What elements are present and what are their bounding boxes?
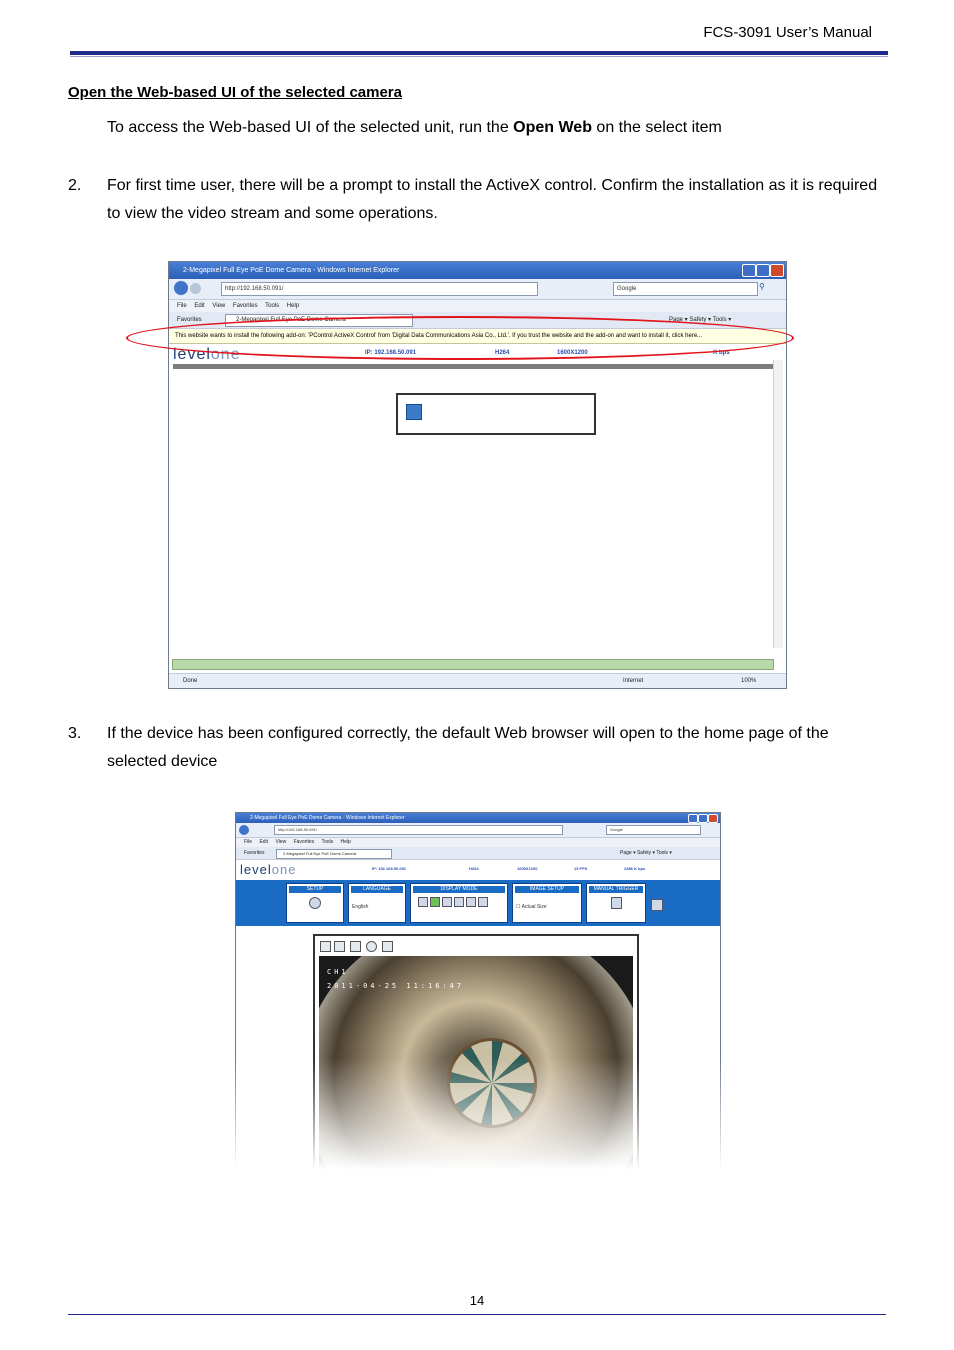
display-mode-label: DISPLAY MODE xyxy=(413,886,505,893)
intro-text-post: on the select item xyxy=(591,119,722,136)
screenshot-fade xyxy=(235,1058,721,1218)
display-mode-panel xyxy=(410,883,508,923)
back-icon[interactable] xyxy=(239,825,249,835)
activex-info-bar[interactable]: This website wants to install the following add-on: 'PControl ActiveX Control' from 'Digital Data Communications Asia Co., Ltd.'. If you trust the website and the add-on and want to install it, click here... xyxy=(169,329,786,344)
browser-tab[interactable]: 2-Megapixel Full Eye PoE Dome Camera xyxy=(225,314,413,327)
close-view-icon[interactable] xyxy=(320,941,331,952)
osd-channel: CH1 xyxy=(327,968,349,976)
activex-icon xyxy=(406,404,422,420)
step-number: 2. xyxy=(68,177,82,194)
footer-rule xyxy=(68,1314,886,1315)
address-input[interactable]: http://192.168.50.091/ xyxy=(274,825,563,835)
page-number: 14 xyxy=(469,1293,485,1308)
step-text: If the device has been configured correctly, the default Web browser will open to the home page of the selected device xyxy=(107,725,829,770)
menu-toggle-bar[interactable] xyxy=(173,364,774,369)
language-select[interactable]: English xyxy=(352,904,369,910)
maximize-button[interactable] xyxy=(756,264,770,277)
bitrate-label: 2386 K bps xyxy=(624,866,646,871)
window-title: 2-Megapixel Full Eye PoE Dome Camera - Windows Internet Explorer xyxy=(183,267,400,274)
status-text: Done xyxy=(183,678,198,684)
step-number: 3. xyxy=(68,725,82,742)
extra-settings-icon[interactable] xyxy=(651,899,663,911)
display-mode-1-button[interactable] xyxy=(418,897,428,907)
horizontal-scrollbar[interactable] xyxy=(172,659,774,670)
setup-gear-icon[interactable] xyxy=(309,897,321,909)
language-label: LANGUAGE xyxy=(351,886,403,893)
window-title: 2-Megapixel Full Eye PoE Dome Camera - Windows Internet Explorer xyxy=(250,815,405,821)
status-bar xyxy=(169,673,786,688)
command-bar[interactable]: Page ▾ Safety ▾ Tools ▾ xyxy=(669,317,732,323)
levelone-logo: levelone xyxy=(173,346,241,363)
window-titlebar xyxy=(169,262,786,279)
highlight-oval xyxy=(126,316,794,360)
codec-label: H264 xyxy=(495,350,510,356)
image-setup-panel xyxy=(512,883,582,923)
search-input[interactable]: Google xyxy=(606,825,701,835)
menu-bar[interactable]: File Edit View Favorites Tools Help xyxy=(169,300,786,312)
setup-panel xyxy=(286,883,344,923)
favorites-button[interactable]: Favorites xyxy=(244,850,265,856)
trigger-icon[interactable] xyxy=(611,897,622,909)
search-icon[interactable]: ⚲ xyxy=(759,282,765,291)
search-input[interactable]: Google xyxy=(613,282,758,296)
fps-label: 15 FPS xyxy=(574,866,588,871)
section-title: Open the Web-based UI of the selected camera xyxy=(68,84,402,101)
close-button[interactable] xyxy=(770,264,784,277)
forward-icon[interactable] xyxy=(190,283,201,294)
activex-placeholder[interactable] xyxy=(396,393,596,435)
window-titlebar xyxy=(236,813,720,823)
ip-label: IP: 192.168.50.091 xyxy=(372,866,407,871)
camera-status-row xyxy=(236,860,720,880)
manual-header-title: FCS-3091 User’s Manual xyxy=(703,24,872,41)
manual-trigger-label: MANUAL TRIGGER xyxy=(589,886,643,893)
display-mode-3-button[interactable] xyxy=(442,897,452,907)
intro-paragraph xyxy=(107,114,897,142)
minimize-button[interactable] xyxy=(688,814,698,823)
resolution-label: 1600X1200 xyxy=(557,350,588,356)
control-band xyxy=(236,880,720,926)
maximize-button[interactable] xyxy=(698,814,708,823)
setup-label: SETUP xyxy=(289,886,341,893)
snapshot-icon[interactable] xyxy=(334,941,345,952)
codec-label: H264 xyxy=(469,866,479,871)
display-mode-5-button[interactable] xyxy=(466,897,476,907)
intro-text-bold: Open Web xyxy=(513,119,592,136)
step-text: For first time user, there will be a prompt to install the ActiveX control. Confirm the installation as it is required to view the video stream and some operations. xyxy=(107,177,878,222)
address-row xyxy=(169,279,786,300)
bitrate-label: K bps xyxy=(713,350,730,356)
back-icon[interactable] xyxy=(174,281,188,295)
zoom-level[interactable]: 100% xyxy=(741,678,757,684)
osd-timestamp: 2011-04-25 11:16:47 xyxy=(327,982,465,990)
menu-bar[interactable]: File Edit View Favorites Tools Help xyxy=(236,838,720,847)
viewer-toolbar xyxy=(315,936,637,954)
minimize-button[interactable] xyxy=(742,264,756,277)
address-row xyxy=(236,823,720,838)
browser-tab[interactable]: 2-Megapixel Full Eye PoE Dome Camera xyxy=(276,849,392,859)
close-button[interactable] xyxy=(708,814,718,823)
ip-label: IP: 192.168.50.091 xyxy=(365,350,417,356)
levelone-logo: levelone xyxy=(240,862,297,877)
vertical-scrollbar[interactable] xyxy=(773,360,783,648)
audio-icon[interactable] xyxy=(366,941,377,952)
favorites-bar xyxy=(236,847,720,860)
resolution-label: 1600X1200 xyxy=(517,866,538,871)
display-mode-2-button[interactable] xyxy=(430,897,440,907)
address-input[interactable]: http://192.168.50.091/ xyxy=(221,282,538,296)
header-rule-thin xyxy=(70,56,888,57)
language-panel xyxy=(348,883,406,923)
command-bar[interactable]: Page ▾ Safety ▾ Tools ▾ xyxy=(620,850,672,856)
fullscreen-icon[interactable] xyxy=(382,941,393,952)
intro-text-pre: To access the Web-based UI of the selected unit, run the xyxy=(107,119,514,136)
actual-size-checkbox[interactable]: ☐ Actual Size xyxy=(516,904,547,910)
record-icon[interactable] xyxy=(350,941,361,952)
display-mode-4-button[interactable] xyxy=(454,897,464,907)
manual-trigger-panel xyxy=(586,883,646,923)
favorites-button[interactable]: Favorites xyxy=(177,317,202,323)
header-rule xyxy=(70,51,888,55)
image-setup-label: IMAGE SETUP xyxy=(515,886,579,893)
zone-label: Internet xyxy=(623,678,644,684)
display-mode-6-button[interactable] xyxy=(478,897,488,907)
